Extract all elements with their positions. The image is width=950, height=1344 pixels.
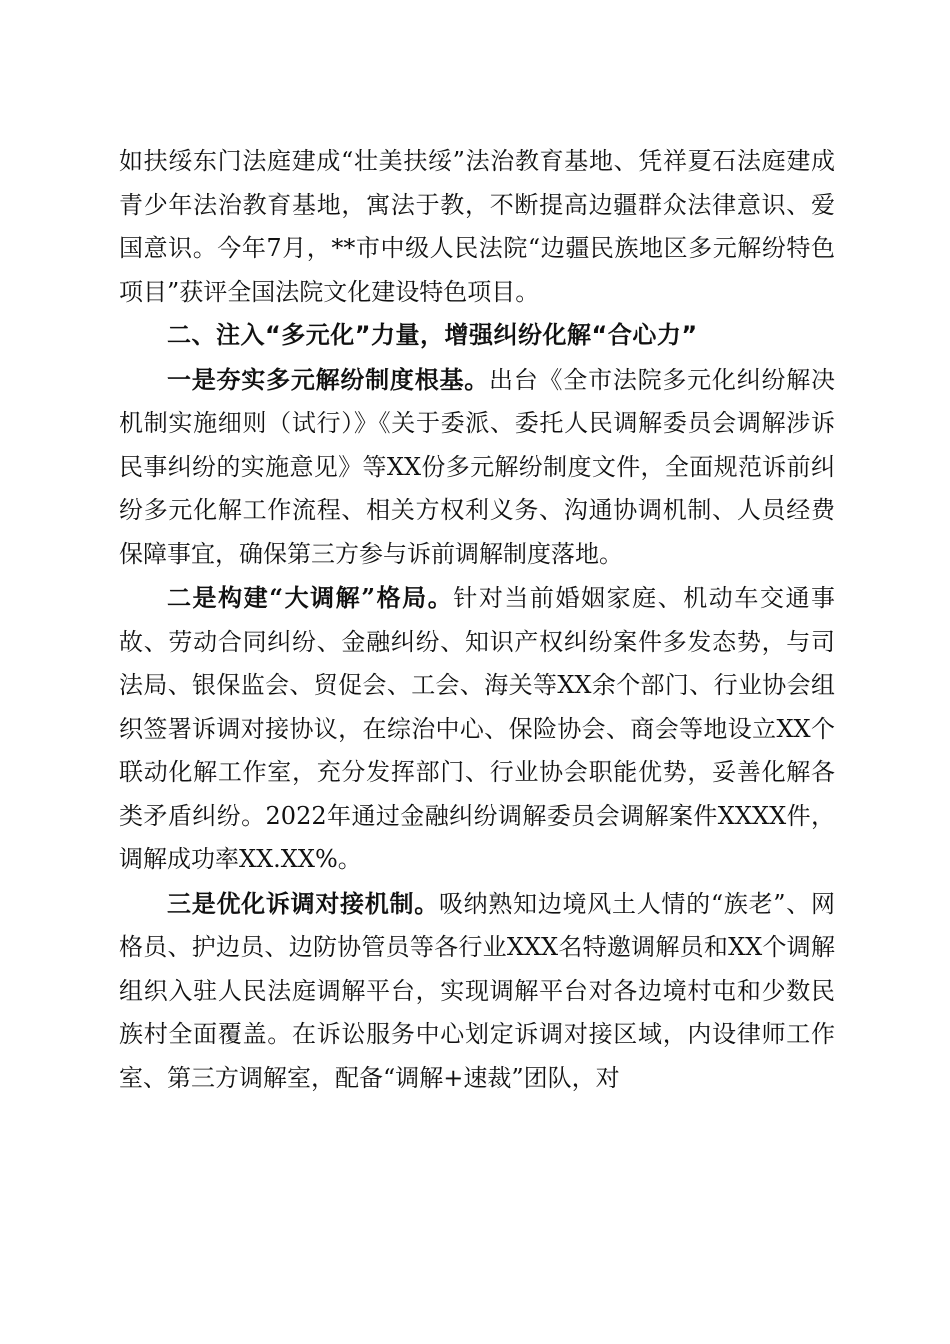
- paragraph-2-body: 针对当前婚姻家庭、机动车交通事故、劳动合同纠纷、金融纠纷、知识产权纠纷案件多发态势，与司法局、银保监会、贸促会、工会、海关等XX余个部门、行业协会组织签署诉调对接协议，在综治中心、保险协会、商会等地设立XX个联动化解工作室，充分发挥部门、行业协会职能优势，妥善化解各类矛盾纠纷。2022年通过金融纠纷调解委员会调解案件XXXX件，调解成功率XX.XX%。: [119, 584, 836, 873]
- paragraph-1: [119, 358, 835, 577]
- paragraph-2-lead: 二是构建“大调解”格局。: [167, 583, 454, 612]
- paragraph-continued: 如扶绥东门法庭建成“壮美扶绥”法治教育基地、凭祥夏石法庭建成青少年法治教育基地，寓法于教，不断提高边疆群众法律意识、爱国意识。今年7月，**市中级人民法院“边疆民族地区多元解纷特色项目”获评全国法院文化建设特色项目。: [119, 147, 835, 306]
- paragraph-1-lead: 一是夯实多元解纷制度根基。: [167, 364, 489, 394]
- paragraph-3: [119, 882, 835, 1101]
- section-heading: 二、注入“多元化”力量，增强纠纷化解“合心力”: [167, 321, 698, 349]
- document-body: [119, 140, 835, 1100]
- paragraph-1-body: 出台《全市法院多元化纠纷解决机制实施细则（试行）》《关于委派、委托人民调解委员会调解涉诉民事纠纷的实施意见》等XX份多元解纷制度文件，全面规范诉前纠纷多元化解工作流程、相关方权利义务、沟通协调机制、人员经费保障事宜，确保第三方参与诉前调解制度落地。: [119, 365, 835, 568]
- paragraph-3-lead: 三是优化诉调对接机制。: [167, 888, 439, 918]
- paragraph-3-body: 吸纳熟知边境风土人情的“族老”、网格员、护边员、边防协管员等各行业XXX名特邀调解员和XX个调解组织入驻人民法庭调解平台，实现调解平台对各边境村屯和少数民族村全面覆盖。在诉讼服务中心划定诉调对接区域，内设律师工作室、第三方调解室，配备“调解+速裁”团队，对: [119, 889, 836, 1092]
- paragraph-2: [119, 576, 835, 882]
